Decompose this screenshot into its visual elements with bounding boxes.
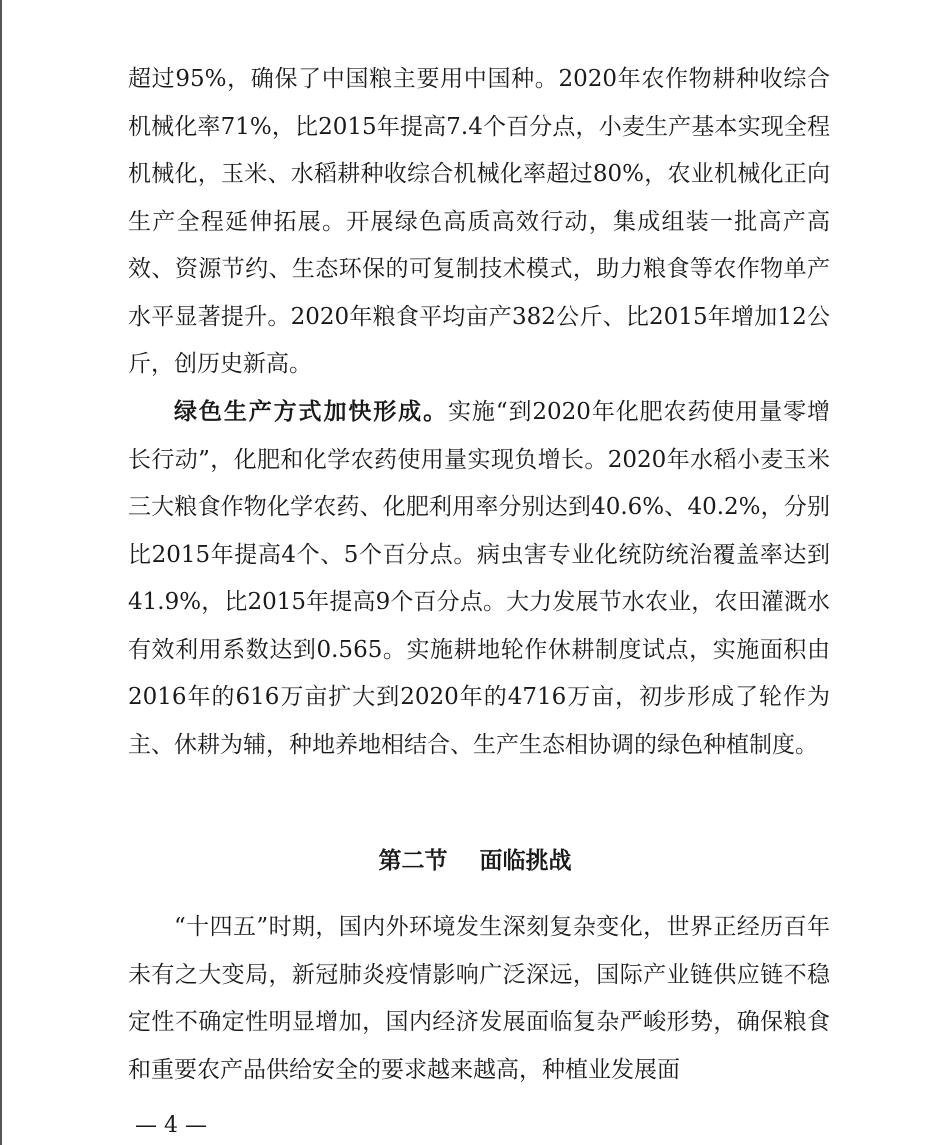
- paragraph-lead-heading: 绿色生产方式加快形成。: [174, 399, 448, 425]
- section-heading: 第二节 面临挑战: [378, 848, 572, 874]
- body-paragraph-mechanization: 超过95%，确保了中国粮主要用中国种。2020年农作物耕种收综合机械化率71%，比2015年提高7.4个百分点，小麦生产基本实现全程机械化，玉米、水稻耕种收综合机械化率超过80%，农业机械化正向生产全程延伸拓展。开展绿色高质高效行动，集成组装一批高产高效、资源节约、生态环保的可复制技术模式，助力粮食等农作物单产水平显著提升。2020年粮食平均亩产382公斤、比2015年增加12公斤，创历史新高。: [128, 66, 830, 377]
- paragraph-body-text: 实施“到2020年化肥农药使用量零增长行动”，化肥和化学农药使用量实现负增长。2020年水稻小麦玉米三大粮食作物化学农药、化肥利用率分别达到40.6%、40.2%，分别比2015年提高4个、5个百分点。病虫害专业化统防统治覆盖率达到41.9%，比2015年提高9个百分点。大力发展节水农业，农田灌溉水有效利用系数达到0.565。实施耕地轮作休耕制度试点，实施面积由2016年的616万亩扩大到2020年的4716万亩，初步形成了轮作为主、休耕为辅，种地养地相结合、生产生态相协调的绿色种植制度。: [128, 399, 831, 758]
- page-number: — 4 —: [135, 1113, 207, 1138]
- body-paragraph-green-production: [128, 389, 830, 769]
- body-paragraph-challenges: “十四五”时期，国内外环境发生深刻复杂变化，世界正经历百年未有之大变局，新冠肺炎疫情影响广泛深远，国际产业链供应链不稳定性不确定性明显增加，国内经济发展面临复杂严峻形势，确保粮食和重要农产品供给安全的要求越来越高，种植业发展面: [128, 914, 830, 1083]
